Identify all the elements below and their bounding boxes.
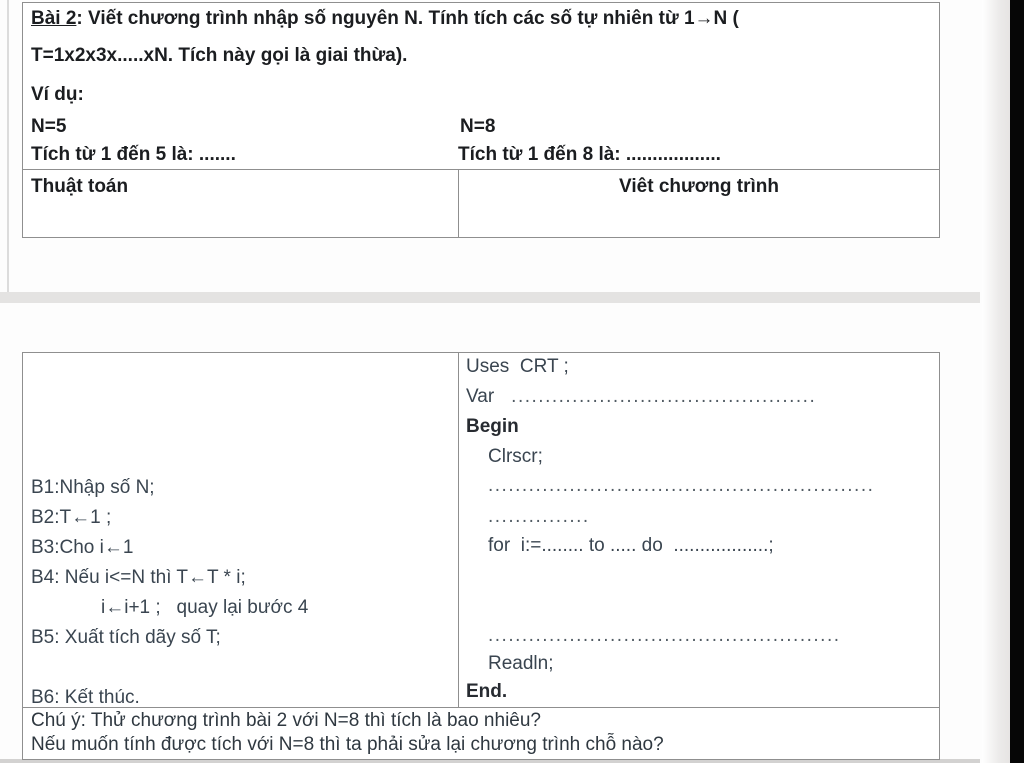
algorithm-step-b3: B3:Cho i←1: [31, 537, 134, 558]
note-row: [23, 707, 939, 760]
algorithm-step-b4: B4: Nếu i<=N thì T←T * i;: [31, 567, 246, 588]
code-clrscr-line: Clrscr;: [488, 446, 543, 467]
code-var-blank: .............................................: [511, 386, 817, 407]
exercise-title-text: : Viết chương trình nhập số nguyên N. Tính tích các số tự nhiên từ 1→N (: [76, 8, 739, 29]
algorithm-step-b1: B1:Nhập số N;: [31, 477, 155, 498]
code-var-line: [466, 386, 816, 408]
column-header-algorithm: Thuật toán: [31, 176, 129, 197]
algorithm-step-b5: B5: Xuất tích dãy số T;: [31, 627, 221, 648]
solution-table: [22, 352, 940, 760]
note-line-1: Chú ý: Thử chương trình bài 2 với N=8 thì tích là bao nhiêu?: [31, 710, 541, 731]
example-heading: Ví dụ:: [31, 84, 84, 105]
code-begin-keyword: Begin: [466, 416, 519, 437]
header-row-divider: [23, 169, 939, 170]
code-readln-line: Readln;: [488, 653, 554, 674]
code-blank-line-mid: ....................................................: [488, 625, 841, 646]
code-end-keyword: End.: [466, 681, 508, 702]
exercise-formula-line: T=1x2x3x.....xN. Tích này gọi là giai thừa).: [31, 45, 408, 66]
note-line-2: Nếu muốn tính được tích với N=8 thì ta phải sửa lại chương trình chỗ nào?: [31, 734, 664, 755]
exercise-title-line: [31, 8, 739, 30]
algorithm-step-b6: B6: Kết thúc.: [31, 687, 140, 708]
code-var-keyword: Var: [466, 386, 495, 407]
exercise-title-label: Bài 2: [31, 8, 77, 29]
page-left-margin-line: [7, 0, 9, 292]
page-edge-shading: [982, 0, 1010, 763]
example-right-product: Tích từ 1 đến 8 là: ..................: [458, 144, 721, 165]
exercise-statement-table: [22, 2, 940, 238]
right-black-bar: [1010, 0, 1024, 763]
code-for-line: for i:=........ to ..... do ..................;: [488, 535, 774, 556]
example-left-product: Tích từ 1 đến 5 là: .......: [31, 144, 236, 165]
solution-column-divider: [458, 353, 459, 707]
algorithm-step-b2: B2:T←1 ;: [31, 507, 112, 528]
example-right-n: N=8: [460, 116, 496, 137]
section-separator-band: [0, 292, 980, 303]
column-header-program: Viêt chương trình: [619, 176, 779, 197]
code-uses-line: Uses CRT ;: [466, 356, 569, 377]
example-left-n: N=5: [31, 116, 67, 137]
code-blank-line-short: ...............: [488, 506, 590, 527]
algorithm-step-b4-continued: i←i+1 ; quay lại bước 4: [101, 597, 309, 618]
code-blank-line-long: .........................................................: [488, 475, 875, 496]
